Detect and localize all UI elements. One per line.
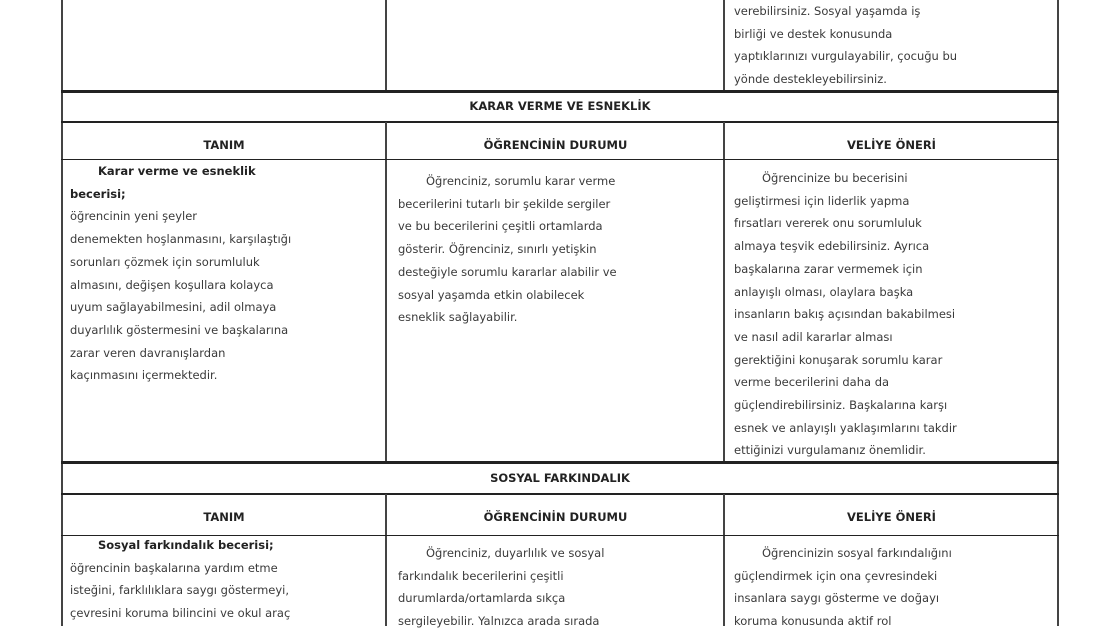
text-line: verebilirsiniz. Sosyal yaşamda iş [734,4,921,18]
text-line: insanlara saygı gösterme ve doğayı [734,591,940,606]
column-divider [385,0,387,92]
text-line: geliştirmesi için liderlik yapma [734,193,910,208]
text-line: duyarlılık göstermesini ve başkalarına [70,322,289,337]
text-line: Öğrencinize bu becerisini [762,171,908,185]
text-line: almaya teşvik edebilirsiniz. Ayrıca [734,239,930,254]
text-line: isteğini, farklılıklara saygı göstermeyi, [70,583,290,598]
header-ogrencinin-durumu: ÖĞRENCİNİN DURUMU [483,138,628,152]
tanim-bold-block [70,534,290,557]
text-line: koruma konusunda aktif rol [734,614,892,629]
text-line: becerilerini tutarlı bir şekilde sergiler [398,196,611,211]
text-line: Sosyal farkındalık becerisi; [98,538,274,552]
header-ogrencinin-durumu: ÖĞRENCİNİN DURUMU [483,510,628,524]
veliye-oneri-cell [734,542,952,633]
text-line: fırsatları vererek onu sorumluluk [734,216,922,231]
text-line: güçlendirebilirsiniz. Başkalarına karşı [734,398,948,413]
text-line: ettiğinizi vurgulamanız önemlidir. [734,443,926,458]
text-line: sosyal yaşamda etkin olabilecek [398,287,585,302]
text-line: zarar veren davranışlardan [70,345,226,360]
text-line: birliği ve destek konusunda [734,26,893,41]
text-line: durumlarda/ortamlarda sıkça [398,591,566,606]
header-veliye-oneri: VELİYE ÖNERİ [847,510,936,524]
column-divider [723,122,725,462]
text-line: çevresini koruma bilincini ve okul araç [70,606,291,621]
tanim-cell [70,160,291,387]
row-divider [61,493,1059,495]
veliye-oneri-cell [734,167,957,462]
text-line: başkalarına zarar vermemek için [734,261,923,276]
header-veliye-oneri: VELİYE ÖNERİ [847,138,936,152]
top-veliye-oneri-cell [734,0,957,91]
text-line: anlayışlı olması, olaylara başka [734,284,914,299]
text-line: esnek ve anlayışlı yaklaşımlarını takdir [734,420,957,435]
text-line: yaptıklarınızı vurgulayabilir, çocuğu bu [734,49,958,64]
text-line: sergileyebilir. Yalnızca arada sırada [398,614,600,629]
text-line: gerektiğini konuşarak sorumlu karar [734,352,943,367]
text-line: yönde destekleyebilirsiniz. [734,72,887,87]
text-line: ve bu becerilerini çeşitli ortamlarda [398,219,603,234]
text-line: esneklik sağlayabilir. [398,310,518,325]
text-line: Öğrenciniz, duyarlılık ve sosyal [426,546,605,560]
text-line: öğrencinin yeni şeyler [70,209,198,224]
header-tanim: TANIM [203,510,245,524]
table-border-right [1057,0,1059,626]
text-line: almasını, değişen koşullara kolayca [70,277,274,292]
ogrencinin-durumu-cell [398,170,617,329]
text-line: öğrencinin başkalarına yardım etme [70,560,278,575]
table-border-left [61,0,63,626]
section-title-karar-verme: KARAR VERME VE ESNEKLİK [469,99,651,113]
text-line: gösterir. Öğrenciniz, sınırlı yetişkin [398,242,597,257]
text-line: becerisi; [70,186,126,201]
text-line: farkındalık becerilerini çeşitli [398,568,564,583]
text-line: denemekten hoşlanmasını, karşılaştığı [70,232,292,247]
column-divider [723,0,725,92]
text-line: güçlendirmek için ona çevresindeki [734,568,938,583]
text-line: verme becerilerini daha da [734,375,890,390]
text-line: sorunları çözmek için sorumluluk [70,254,260,269]
section-title-sosyal-farkindalik: SOSYAL FARKINDALIK [490,471,630,485]
text-line: ve nasıl adil kararlar alması [734,329,893,344]
header-tanim: TANIM [203,138,245,152]
text-line: uyum sağlayabilmesini, adil olmaya [70,300,277,315]
row-divider [61,121,1059,123]
tanim-bold-block [70,160,291,205]
tanim-text-block [70,557,290,625]
text-line: desteğiyle sorumlu kararlar alabilir ve [398,264,617,279]
ogrencinin-durumu-cell [398,542,604,633]
text-line: Karar verme ve esneklik [98,164,256,178]
text-line: insanların bakış açısından bakabilmesi [734,307,956,322]
text-line: Öğrencinizin sosyal farkındalığını [762,546,952,560]
text-line: Öğrenciniz, sorumlu karar verme [426,174,616,188]
text-line: kaçınmasını içermektedir. [70,368,218,383]
tanim-cell [70,534,290,625]
column-divider [385,122,387,462]
tanim-text-block [70,205,291,387]
